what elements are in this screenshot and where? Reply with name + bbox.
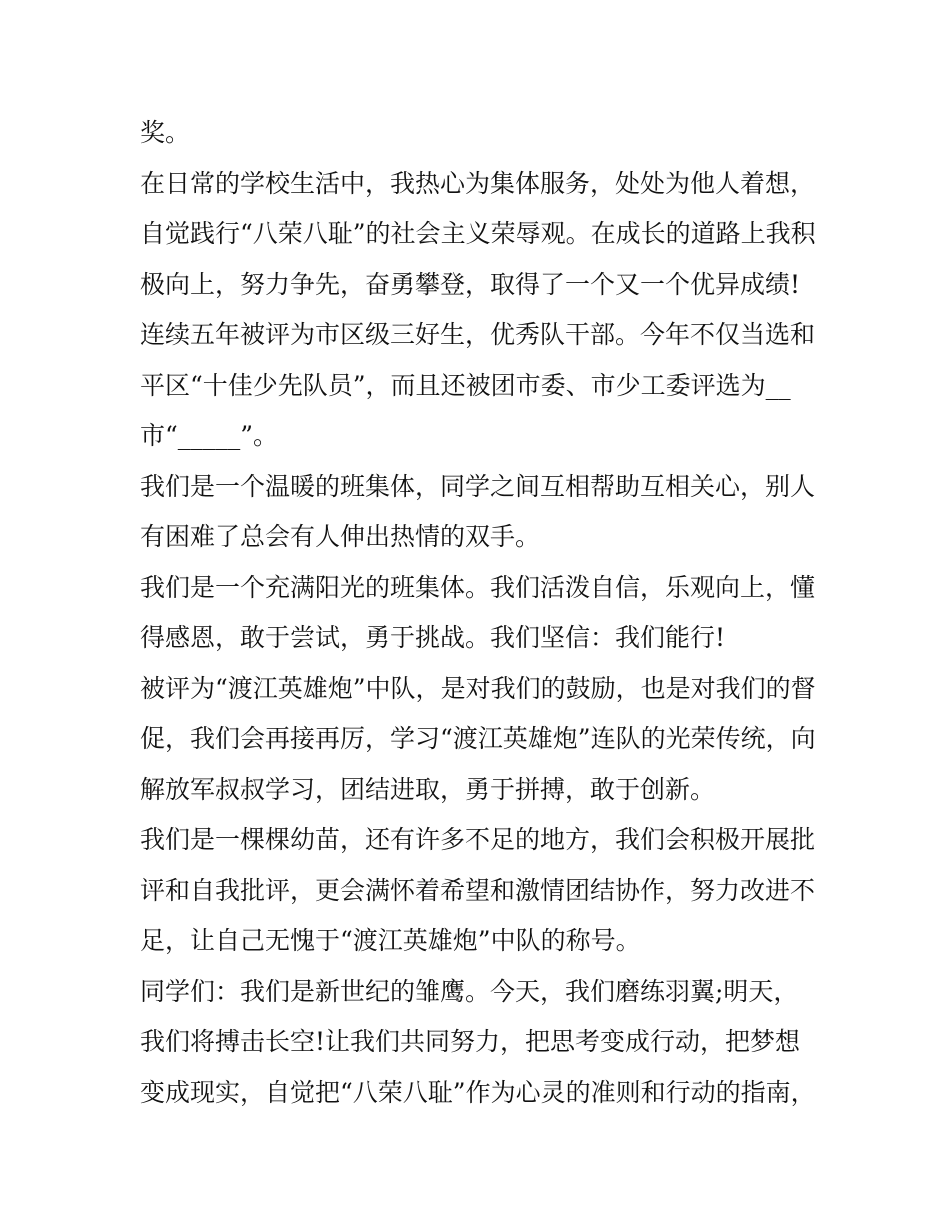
text-line: 评和自我批评，更会满怀着希望和激情团结协作，努力改进不 xyxy=(140,875,816,905)
text-line: 同学们：我们是新世纪的雏鹰。今天，我们磨练羽翼;明天， xyxy=(140,976,799,1006)
text-line: 被评为“渡江英雄炮”中队，是对我们的鼓励，也是对我们的督 xyxy=(140,673,816,703)
text-line: 自觉践行“八荣八耻”的社会主义荣辱观。在成长的道路上我积 xyxy=(140,219,816,248)
text-line: 奖。 xyxy=(140,118,191,147)
document-body xyxy=(140,108,820,1118)
text-line: 变成现实，自觉把“八荣八耻”作为心灵的准则和行动的指南， xyxy=(140,1077,816,1107)
text-line: 我们是一个充满阳光的班集体。我们活泼自信，乐观向上，懂 xyxy=(140,572,816,602)
text-line: 极向上，努力争先，奋勇攀登，取得了一个又一个优异成绩! xyxy=(140,269,801,299)
text-line: 平区“十佳少先队员”，而且还被团市委、市少工委评选为__ xyxy=(140,370,791,400)
text-line: 我们将搏击长空!让我们共同努力，把思考变成行动，把梦想 xyxy=(140,1027,801,1056)
text-line: 在日常的学校生活中，我热心为集体服务，处处为他人着想， xyxy=(140,168,816,198)
text-line: 连续五年被评为市区级三好生，优秀队干部。今年不仅当选和 xyxy=(140,320,816,349)
text-line: 有困难了总会有人伸出热情的双手。 xyxy=(140,522,541,551)
text-line: 我们是一棵棵幼苗，还有许多不足的地方，我们会积极开展批 xyxy=(140,825,816,854)
text-line: 足，让自己无愧于“渡江英雄炮”中队的称号。 xyxy=(140,926,641,955)
text-line: 我们是一个温暖的班集体，同学之间互相帮助互相关心，别人 xyxy=(140,471,816,501)
text-line: 解放军叔叔学习，团结进取，勇于拼搏，敢于创新。 xyxy=(140,774,716,804)
text-line: 市“_____”。 xyxy=(140,421,279,450)
text-line: 得感恩，敢于尝试，勇于挑战。我们坚信：我们能行! xyxy=(140,623,726,652)
text-line: 促，我们会再接再厉，学习“渡江英雄炮”连队的光荣传统，向 xyxy=(140,724,816,753)
